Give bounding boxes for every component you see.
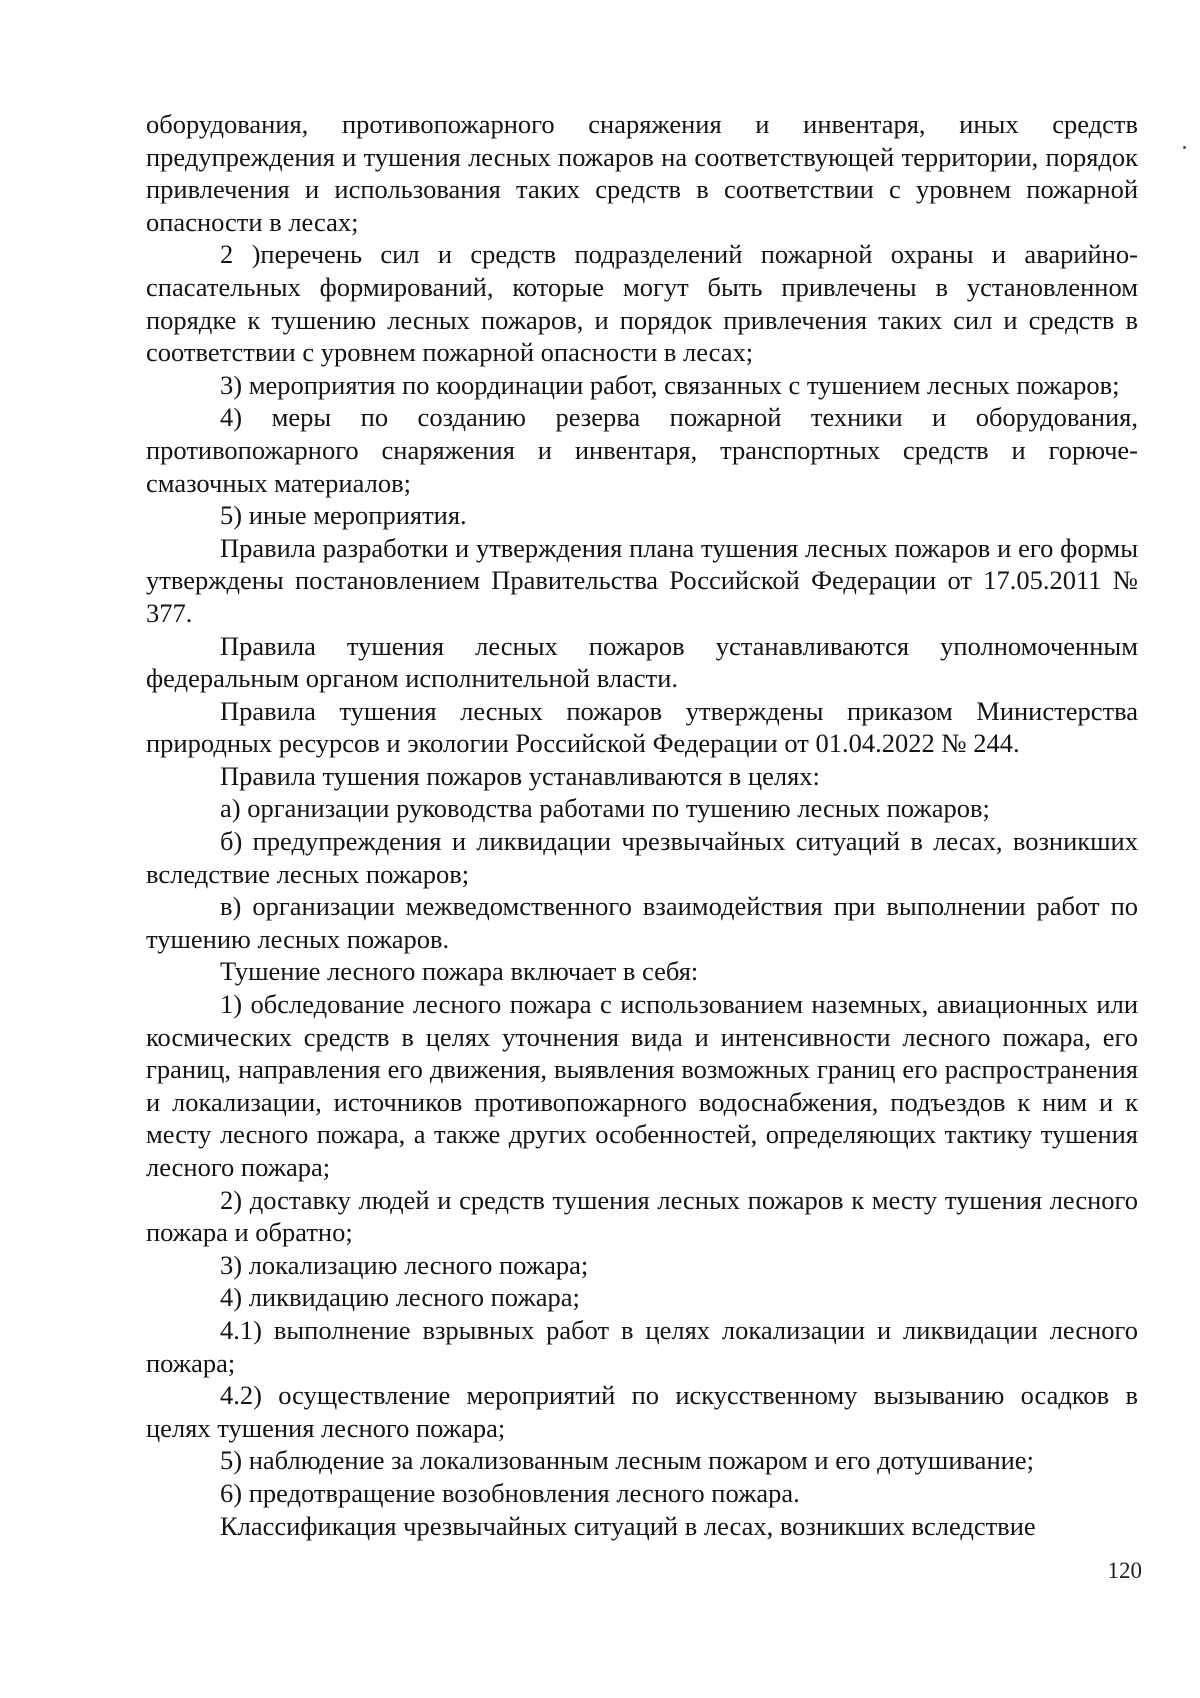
paragraph-14: 1) обследование лесного пожара с использованием наземных, авиационных или космических средств в целях уточнения вида и интенсивности лесного пожара, его границ, направления его движения, выявления возможных границ его распространения и локализации, источников противопожарного водоснабжения, подъездов к ним и к месту лесного пожара, а также других особенностей, определяющих тактику тушения лесного пожара;: [146, 989, 1138, 1182]
paragraph-16: 3) локализацию лесного пожара;: [220, 1249, 589, 1280]
paragraph-9: Правила тушения пожаров устанавливаются в целях:: [220, 760, 820, 791]
paragraph-19: 4.2) осуществление мероприятий по искусственному вызыванию осадков в целях тушения лесного пожара;: [146, 1380, 1138, 1443]
paragraph-17: 4) ликвидацию лесного пожара;: [220, 1282, 580, 1313]
paragraph-5: 5) иные мероприятия.: [220, 500, 467, 531]
paragraph-22: Классификация чрезвычайных ситуаций в лесах, возникших вследствие: [220, 1510, 1036, 1541]
scan-speck: [1183, 146, 1186, 149]
paragraph-4: 4) меры по созданию резерва пожарной техники и оборудования, противопожарного снаряжения и инвентаря, транспортных средств и горюче-смазочных материалов;: [146, 402, 1138, 498]
paragraph-6: Правила разработки и утверждения плана тушения лесных пожаров и его формы утверждены постановлением Правительства Российской Федерации от 17.05.2011 № 377.: [146, 532, 1138, 628]
body-text: [146, 108, 1138, 1542]
paragraph-13: Тушение лесного пожара включает в себя:: [220, 956, 699, 987]
paragraph-12: в) организации межведомственного взаимодействия при выполнении работ по тушению лесных пожаров.: [146, 891, 1138, 954]
paragraph-15: 2) доставку людей и средств тушения лесных пожаров к месту тушения лесного пожара и обратно;: [146, 1184, 1138, 1248]
paragraph-8: Правила тушения лесных пожаров утверждены приказом Министерства природных ресурсов и экологии Российской Федерации от 01.04.2022 № 244.: [146, 695, 1138, 759]
paragraph-21: 6) предотвращение возобновления лесного пожара.: [220, 1477, 800, 1508]
paragraph-10: а) организации руководства работами по тушению лесных пожаров;: [220, 793, 990, 824]
page-number: 120: [1107, 1558, 1142, 1583]
paragraph-7: Правила тушения лесных пожаров устанавливаются уполномоченным федеральным органом исполнительной власти.: [146, 630, 1138, 694]
paragraph-20: 5) наблюдение за локализованным лесным пожаром и его дотушивание;: [220, 1445, 1034, 1476]
paragraph-11: б) предупреждения и ликвидации чрезвычайных ситуаций в лесах, возникших вследствие лесных пожаров;: [146, 826, 1138, 889]
paragraph-18: 4.1) выполнение взрывных работ в целях локализации и ликвидации лесного пожара;: [146, 1314, 1138, 1378]
paragraph-3: 3) мероприятия по координации работ, связанных с тушением лесных пожаров;: [220, 369, 1120, 400]
paragraph-2: 2 )перечень сил и средств подразделений пожарной охраны и аварийно-спасательных формирований, которые могут быть привлечены в установленном порядке к тушению лесных пожаров, и порядок привлечения таких сил и средств в соответствии с уровнем пожарной опасности в лесах;: [146, 239, 1138, 368]
paragraph-1: оборудования, противопожарного снаряжения и инвентаря, иных средств предупреждения и тушения лесных пожаров на соответствующей территории, порядок привлечения и использования таких средств в соответствии с уровнем пожарной опасности в лесах;: [146, 109, 1138, 237]
